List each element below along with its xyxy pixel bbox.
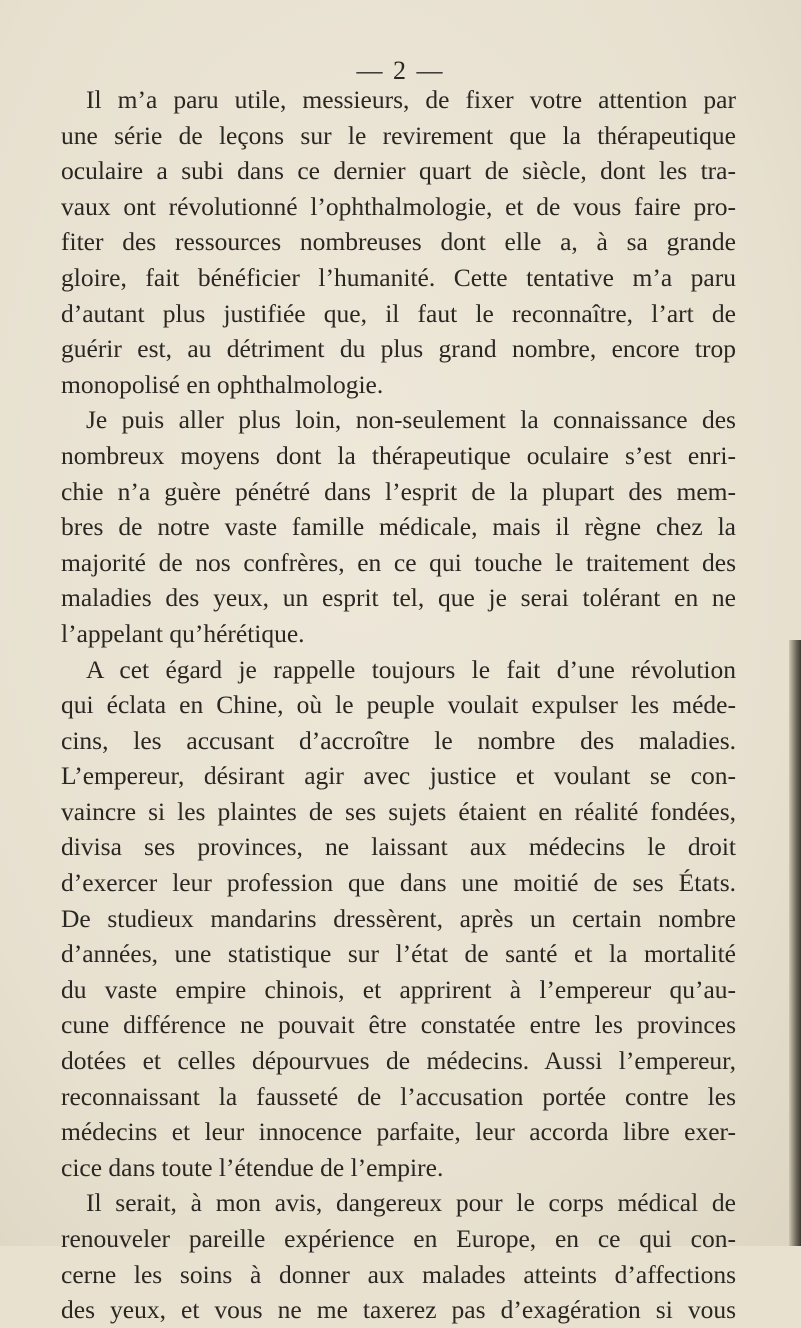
text-line: chie n’a guère pénétré dans l’esprit de la plupart des mem- [61, 476, 736, 506]
text-line: cins, les accusant d’accroître le nombre des maladies. [61, 725, 736, 755]
text-line: qui éclata en Chine, où le peuple voulait expulser les méde- [61, 690, 736, 720]
text-line: une série de leçons sur le revirement que la thérapeutique [61, 120, 736, 150]
text-line: A cet égard je rappelle toujours le fait d’une révolution [86, 654, 736, 684]
paragraph-2 [61, 402, 736, 651]
paragraph-4 [61, 1185, 736, 1327]
text-line: Je puis aller plus loin, non-seulement la connaissance des [86, 405, 736, 435]
text-line: majorité de nos confrères, en ce qui touche le traitement des [61, 547, 736, 577]
text-line: oculaire a subi dans ce dernier quart de siècle, dont les tra- [61, 156, 736, 186]
page-binding-edge [789, 640, 801, 1246]
text-line: cune différence ne pouvait être constatée entre les provinces [61, 1010, 736, 1040]
text-line: du vaste empire chinois, et apprirent à l’empereur qu’au- [61, 974, 736, 1004]
text-line: reconnaissant la fausseté de l’accusation portée contre les [61, 1081, 736, 1111]
text-line: d’exercer leur profession que dans une moitié de ses États. [61, 868, 736, 898]
text-line: De studieux mandarins dressèrent, après un certain nombre [61, 903, 736, 933]
text-line: fiter des ressources nombreuses dont elle a, à sa grande [61, 227, 736, 257]
text-line: maladies des yeux, un esprit tel, que je serai tolérant en ne [61, 583, 736, 613]
text-line: Il m’a paru utile, messieurs, de fixer votre attention par [86, 85, 736, 114]
text-line: gloire, fait bénéficier l’humanité. Cette tentative m’a paru [61, 262, 736, 292]
text-line: l’appelant qu’hérétique. [61, 618, 305, 648]
text-line: médecins et leur innocence parfaite, leur accorda libre exer- [61, 1117, 736, 1147]
text-line: Il serait, à mon avis, dangereux pour le corps médical de [86, 1188, 736, 1218]
text-line: d’autant plus justifiée que, il faut le reconnaître, l’art de [61, 298, 736, 328]
text-line: cerne les soins à donner aux malades atteints d’affections [61, 1259, 736, 1289]
paragraph-1 [61, 82, 736, 402]
paragraph-3 [61, 652, 736, 1186]
text-line: nombreux moyens dont la thérapeutique oculaire s’est enri- [61, 440, 736, 470]
page-number: — 2 — [356, 56, 445, 85]
text-line: bres de notre vaste famille médicale, mais il règne chez la [61, 512, 736, 542]
text-line: L’empereur, désirant agir avec justice et voulant se con- [61, 761, 736, 791]
text-line: cice dans toute l’étendue de l’empire. [61, 1152, 444, 1182]
body-text [61, 82, 736, 1328]
text-line: monopolisé en ophthalmologie. [61, 369, 384, 399]
text-line: vaux ont révolutionné l’ophthalmologie, et de vous faire pro- [61, 191, 736, 221]
text-line: renouveler pareille expérience en Europe, en ce qui con- [61, 1224, 736, 1253]
text-line: d’années, une statistique sur l’état de santé et la mortalité [61, 939, 736, 969]
text-line: guérir est, au détriment du plus grand nombre, encore trop [61, 334, 736, 364]
text-line: des yeux, et vous ne me taxerez pas d’exagération si vous [61, 1295, 736, 1325]
text-line: vaincre si les plaintes de ses sujets étaient en réalité fondées, [61, 796, 736, 826]
text-line: divisa ses provinces, ne laissant aux médecins le droit [61, 832, 736, 862]
text-line: dotées et celles dépourvues de médecins. Aussi l’empereur, [61, 1046, 736, 1076]
